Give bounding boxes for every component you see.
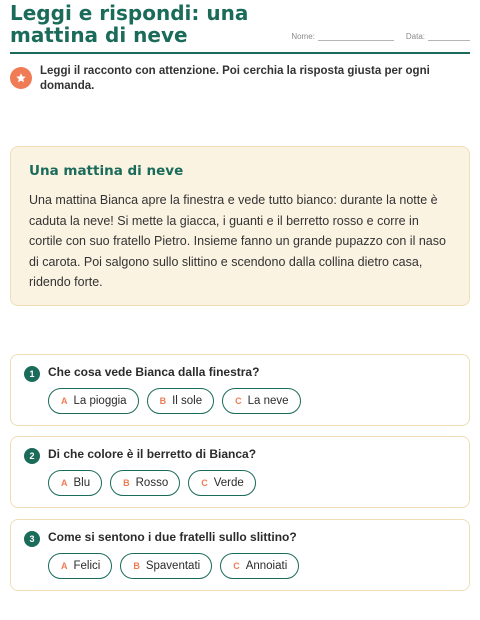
page-title-line-1: Leggi e rispondi: una bbox=[10, 1, 249, 25]
star-icon bbox=[10, 67, 32, 89]
answer-option-a[interactable] bbox=[48, 470, 102, 496]
header-divider bbox=[10, 52, 470, 54]
question-card bbox=[10, 354, 470, 426]
instructions bbox=[10, 64, 470, 94]
worksheet-header bbox=[10, 2, 470, 54]
question-number: 1 bbox=[24, 366, 40, 382]
story-text: Una mattina Bianca apre la finestra e vede tutto bianco: durante la notte è caduta la neve! Si mette la giacca, i guanti e il berretto rosso e corre in cortile con suo fratello Pietro. Insieme fanno un grande pupazzo con il naso di carota. Poi salgono sullo slittino e scendono dalla collina dietro casa, ridendo forte. bbox=[29, 193, 446, 289]
question-number: 2 bbox=[24, 448, 40, 464]
option-letter: C bbox=[201, 478, 208, 488]
option-letter: B bbox=[159, 396, 167, 406]
option-label: Il sole bbox=[172, 395, 203, 407]
option-label: Rosso bbox=[135, 477, 169, 489]
option-label: Felici bbox=[73, 560, 101, 572]
option-letter: A bbox=[61, 396, 68, 406]
date-line[interactable] bbox=[428, 33, 470, 41]
answer-options bbox=[48, 470, 256, 496]
name-field[interactable] bbox=[291, 32, 394, 41]
option-label: Spaventati bbox=[145, 560, 201, 572]
question-number: 3 bbox=[24, 531, 40, 547]
answer-option-c[interactable] bbox=[222, 388, 300, 414]
answer-options bbox=[48, 553, 299, 579]
option-letter: A bbox=[61, 478, 68, 488]
date-field[interactable] bbox=[406, 32, 470, 41]
answer-option-b[interactable] bbox=[147, 388, 215, 414]
option-letter: B bbox=[123, 478, 130, 488]
option-label: La pioggia bbox=[73, 395, 127, 407]
star-icon-shape bbox=[15, 72, 27, 84]
question-card bbox=[10, 436, 470, 508]
option-label: Annoiati bbox=[245, 560, 288, 572]
question-text: Che cosa vede Bianca dalla finestra? bbox=[48, 365, 260, 379]
option-letter: A bbox=[61, 561, 68, 571]
page-title-line-2: mattina di neve bbox=[10, 23, 188, 47]
question-card bbox=[10, 519, 470, 591]
option-label: Verde bbox=[213, 477, 244, 489]
name-line[interactable] bbox=[318, 33, 394, 41]
option-label: Blu bbox=[73, 477, 91, 489]
answer-option-c[interactable] bbox=[188, 470, 256, 496]
story-box bbox=[10, 146, 470, 306]
answer-option-c[interactable] bbox=[220, 553, 299, 579]
answer-options bbox=[48, 388, 301, 414]
date-label: Data: bbox=[405, 32, 425, 41]
question-text: Di che colore è il berretto di Bianca? bbox=[48, 447, 257, 461]
answer-option-b[interactable] bbox=[120, 553, 212, 579]
option-letter: C bbox=[235, 396, 242, 406]
option-letter: B bbox=[133, 561, 140, 571]
name-label: Nome: bbox=[291, 32, 315, 41]
answer-option-b[interactable] bbox=[110, 470, 180, 496]
student-info bbox=[291, 32, 470, 41]
option-letter: C bbox=[233, 561, 240, 571]
instructions-text: Leggi il racconto con attenzione. Poi cerchia la risposta giusta per ogni domanda. bbox=[40, 65, 430, 92]
page-title bbox=[10, 2, 250, 46]
answer-option-a[interactable] bbox=[48, 553, 112, 579]
option-label: La neve bbox=[247, 395, 289, 407]
answer-option-a[interactable] bbox=[48, 388, 139, 414]
question-text: Come si sentono i due fratelli sullo slittino? bbox=[48, 530, 297, 544]
story-title: Una mattina di neve bbox=[29, 163, 184, 179]
